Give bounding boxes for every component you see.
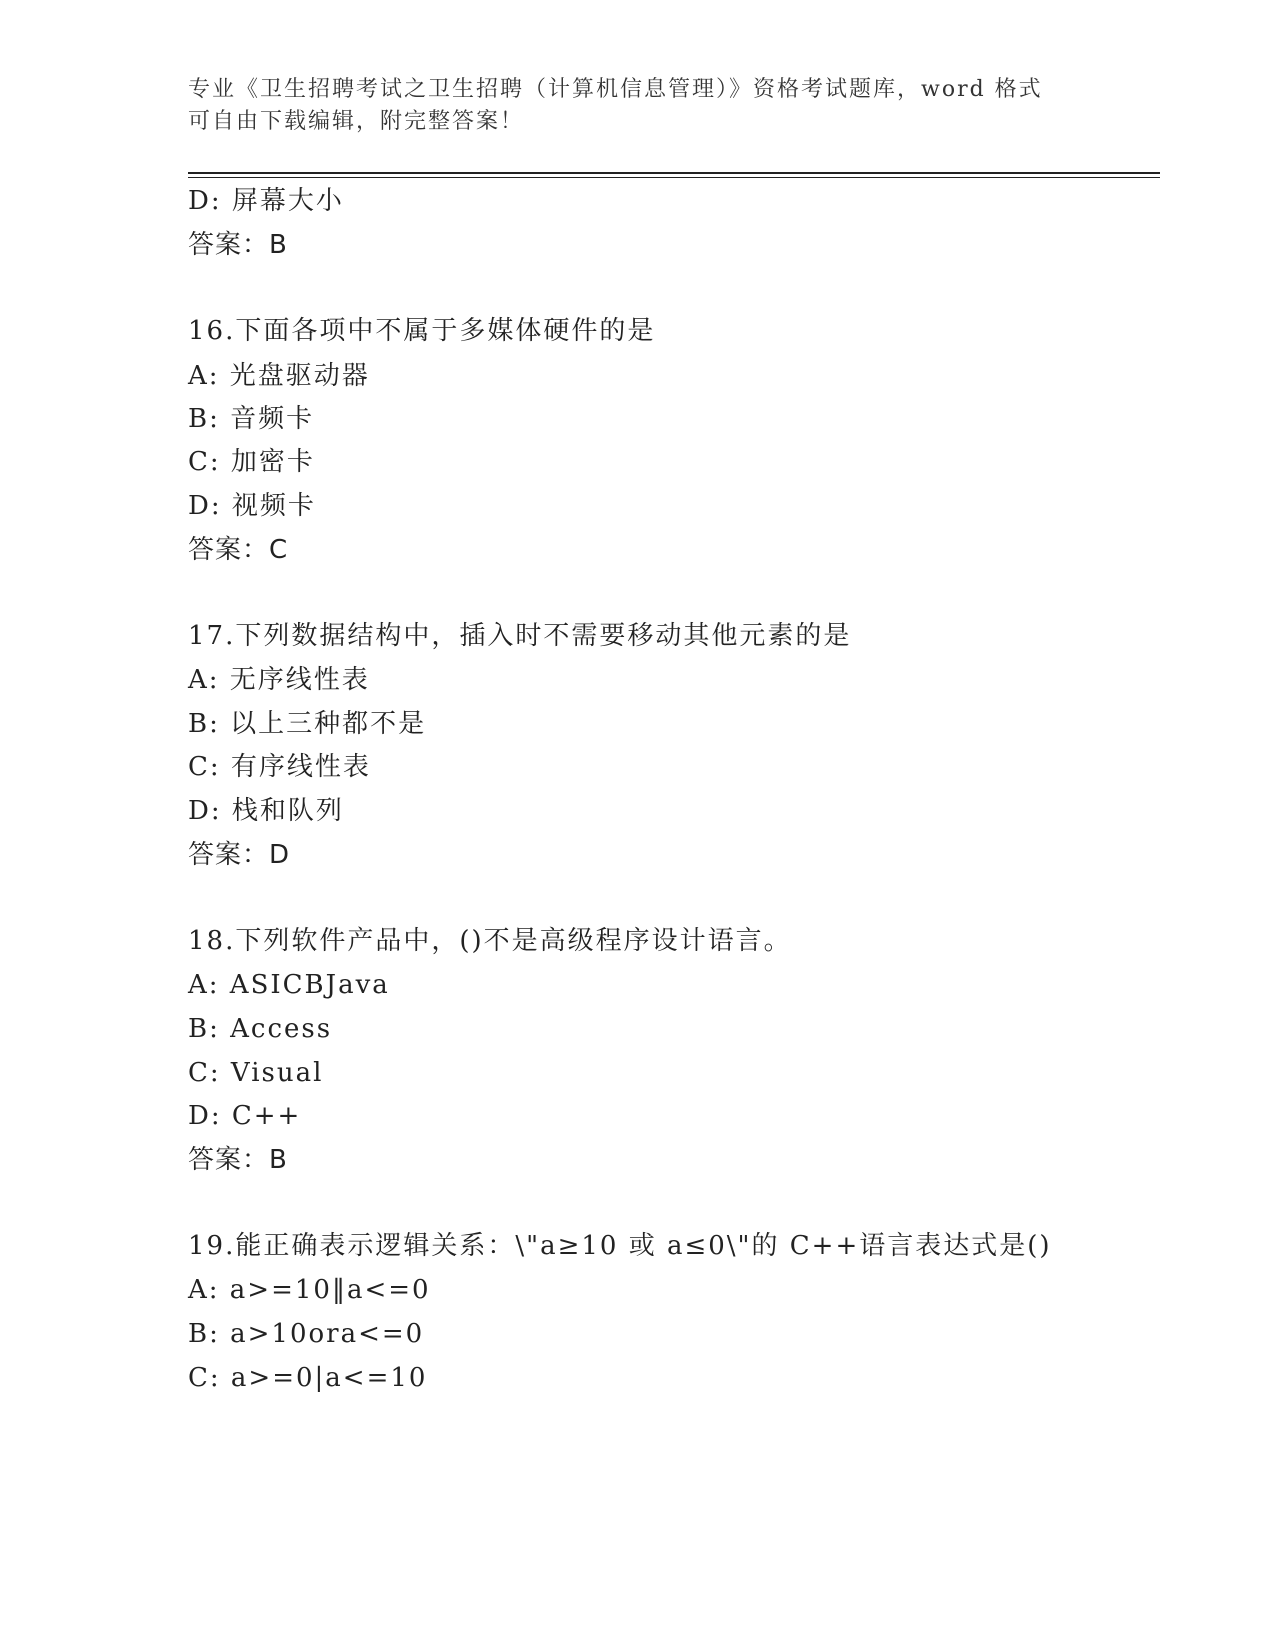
question-16-option-b: B: 音频卡 [188, 404, 315, 434]
question-17-option-a: A: 无序线性表 [188, 665, 370, 695]
question-18-option-c: C: Visual [188, 1058, 324, 1088]
question-18-option-d: D: C++ [188, 1101, 302, 1131]
question-16-stem: 16.下面各项中不属于多媒体硬件的是 [188, 316, 656, 346]
document-header-line-1: 专业《卫生招聘考试之卫生招聘（计算机信息管理）》资格考试题库，word 格式 [188, 77, 1043, 102]
question-18-answer: 答案：B [188, 1145, 288, 1175]
question-16-answer: 答案：C [188, 535, 289, 565]
question-16-option-c: C: 加密卡 [188, 447, 315, 477]
question-17-answer: 答案：D [188, 840, 291, 870]
question-18-option-a: A: ASICBJava [188, 970, 390, 1000]
question-18-option-b: B: Access [188, 1014, 333, 1044]
question-19-option-b: B: a>10ora<=0 [188, 1319, 425, 1349]
header-divider-top [188, 172, 1160, 174]
question-19-option-c: C: a>=0|a<=10 [188, 1363, 428, 1393]
question-19-option-a: A: a>=10‖a<=0 [188, 1275, 431, 1305]
question-19-stem: 19.能正确表示逻辑关系：\"a≥10 或 a≤0\"的 C++语言表达式是() [188, 1231, 1052, 1261]
question-17-option-b: B: 以上三种都不是 [188, 709, 427, 739]
question-16-option-d: D: 视频卡 [188, 491, 316, 521]
prev-question-option-d: D: 屏幕大小 [188, 186, 344, 216]
question-17-option-d: D: 栈和队列 [188, 796, 344, 826]
question-18-stem: 18.下列软件产品中，()不是高级程序设计语言。 [188, 926, 792, 956]
question-17-option-c: C: 有序线性表 [188, 752, 371, 782]
header-divider-bottom [188, 177, 1160, 178]
question-16-option-a: A: 光盘驱动器 [188, 361, 370, 391]
prev-question-answer: 答案：B [188, 230, 288, 260]
question-17-stem: 17.下列数据结构中，插入时不需要移动其他元素的是 [188, 621, 852, 651]
document-header-line-2: 可自由下载编辑，附完整答案！ [188, 109, 525, 134]
